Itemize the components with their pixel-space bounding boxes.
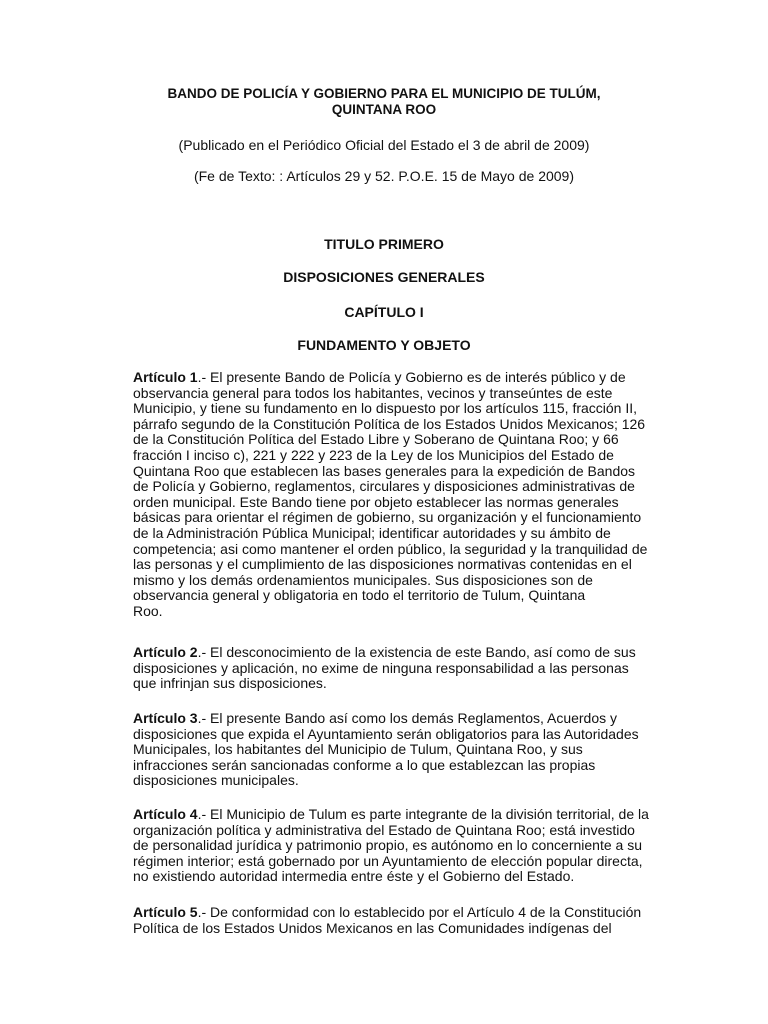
article-line: de Policía y Gobierno, reglamentos, circulares y disposiciones administrativas de [133, 478, 635, 495]
document-title-line-2: QUINTANA ROO [331, 101, 437, 117]
article-line: que infrinjan sus disposiciones. [133, 675, 327, 692]
article-line [133, 905, 643, 921]
article-text: .- El presente Bando así como los demás Reglamentos, Acuerdos y [197, 710, 618, 726]
article-label: Artículo 2 [133, 644, 198, 660]
article-line: párrafo segundo de la Constitución Política de los Estados Unidos Mexicanos; 126 [133, 415, 646, 432]
article-line: básicas para orientar el régimen de gobierno, su organización y el funcionamiento [133, 509, 642, 526]
article-line: orden municipal. Este Bando tiene por objeto establecer las normas generales [133, 493, 619, 510]
article-line: las personas y el cumplimiento de las disposiciones normativas contenidas en el [133, 556, 632, 573]
article-line: disposiciones que expida el Ayuntamiento serán obligatorios para las Autoridades [133, 725, 639, 742]
titulo-heading: TITULO PRIMERO [324, 236, 444, 252]
article-5 [133, 905, 643, 936]
errata-note: (Fe de Texto: : Artículos 29 y 52. P.O.E. 15 de Mayo de 2009) [193, 168, 575, 184]
article-4 [133, 806, 649, 885]
article-1 [133, 369, 648, 620]
article-line [133, 711, 643, 727]
article-line: disposiciones municipales. [133, 772, 299, 789]
titulo-name-heading: DISPOSICIONES GENERALES [283, 269, 485, 285]
article-text: .- El presente Bando de Policía y Gobierno es de interés público y de [197, 369, 626, 385]
article-line: organización política y administrativa del Estado de Quintana Roo; está investido [133, 821, 635, 838]
article-line [133, 370, 643, 386]
article-line: competencia; asi como mantener el orden público, la seguridad y la tranquilidad de [133, 540, 648, 557]
article-label: Artículo 5 [133, 904, 198, 920]
article-label: Artículo 1 [133, 369, 198, 385]
article-line: mismo y los demás ordenamientos municipales. Sus disposiciones son de [133, 571, 593, 588]
capitulo-name-heading: FUNDAMENTO Y OBJETO [297, 337, 471, 353]
article-line: de la Administración Pública Municipal; identificar autoridades y su ámbito de [133, 524, 611, 541]
article-text: .- El Municipio de Tulum es parte integrante de la división territorial, de la [197, 806, 649, 822]
article-line: disposiciones y aplicación, no exime de ninguna responsabilidad a las personas [133, 659, 629, 676]
article-3 [133, 711, 643, 789]
article-text: .- De conformidad con lo establecido por el Artículo 4 de la Constitución [197, 904, 642, 920]
article-line [133, 806, 649, 823]
article-line: Municipio, y tiene su fundamento en lo dispuesto por los artículos 115, fracción II, [133, 400, 638, 417]
publication-note: (Publicado en el Periódico Oficial del Estado el 3 de abril de 2009) [178, 137, 590, 153]
article-line [133, 645, 643, 661]
article-line: Municipales, los habitantes del Municipio de Tulum, Quintana Roo, y sus [133, 741, 583, 758]
article-line: régimen interior; está gobernado por un Ayuntamiento de elección popular directa, [133, 852, 643, 869]
article-line: no existiendo autoridad intermedia entre éste y el Gobierno del Estado. [133, 868, 575, 885]
article-line: observancia general y obligatoria en todo el territorio de Tulum, Quintana [133, 587, 586, 604]
article-line: fracción I inciso c), 221 y 222 y 223 de la Ley de los Municipios del Estado de [133, 446, 614, 463]
article-line: de personalidad jurídica y patrimonio propio, es autónomo en lo concerniente a su [133, 837, 642, 854]
article-line: Quintana Roo que establecen las bases generales para la expedición de Bandos [133, 462, 636, 479]
article-label: Artículo 3 [133, 710, 198, 726]
article-text: .- El desconocimiento de la existencia de este Bando, así como de sus [197, 644, 636, 660]
article-label: Artículo 4 [133, 806, 198, 822]
document-title [90, 86, 678, 117]
capitulo-heading: CAPÍTULO I [344, 304, 424, 320]
article-2 [133, 645, 643, 692]
article-line: Roo. [133, 602, 163, 619]
article-line: observancia general para todos los habitantes, vecinos y transeúntes de este [133, 384, 613, 401]
article-line: de la Constitución Política del Estado Libre y Soberano de Quintana Roo; y 66 [133, 431, 619, 448]
document-title-line-1: BANDO DE POLICÍA Y GOBIERNO PARA EL MUNICIPIO DE TULÚM, [167, 86, 601, 101]
article-line: Política de los Estados Unidos Mexicanos en las Comunidades indígenas del [133, 919, 612, 936]
article-line: infracciones serán sancionadas conforme a lo que establezcan las propias [133, 756, 596, 773]
